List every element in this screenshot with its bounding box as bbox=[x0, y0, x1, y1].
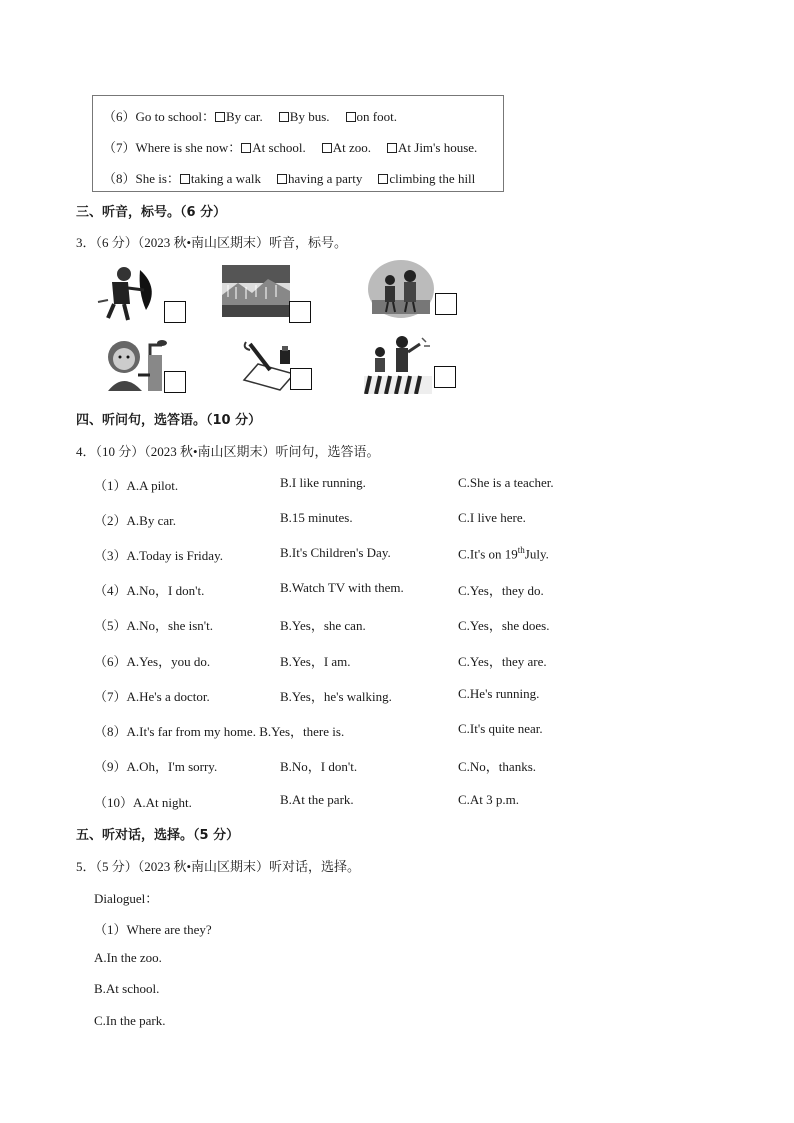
option-b[interactable]: B.I like running. bbox=[280, 475, 366, 490]
checkbox-option[interactable]: By car. bbox=[215, 109, 263, 124]
option-a[interactable]: A.By car. bbox=[126, 513, 176, 528]
option-b[interactable]: B.It's Children's Day. bbox=[280, 545, 391, 560]
dialogue-question-1: （1）Where are they? bbox=[94, 922, 212, 937]
option-row-6 bbox=[94, 651, 210, 670]
box-item-7 bbox=[103, 137, 477, 156]
answer-box-4[interactable] bbox=[164, 371, 186, 393]
option-c[interactable]: C.It's quite near. bbox=[458, 721, 543, 736]
checkbox-option[interactable]: taking a walk bbox=[180, 171, 261, 186]
answer-box-2[interactable] bbox=[289, 301, 311, 323]
option-row-4 bbox=[94, 580, 204, 599]
option-b[interactable]: B.Watch TV with them. bbox=[280, 580, 404, 595]
dialogue-option-c[interactable]: C.In the park. bbox=[94, 1013, 166, 1028]
checkbox-question-box bbox=[92, 95, 504, 192]
checkbox-option[interactable]: climbing the hill bbox=[378, 171, 475, 186]
answer-box-5[interactable] bbox=[290, 368, 312, 390]
option-a[interactable]: A.A pilot. bbox=[126, 478, 179, 493]
section-3-heading: 三、听音，标号。（6 分） bbox=[76, 205, 227, 220]
family-walk-picture bbox=[368, 260, 434, 318]
section-4-heading: 四、听问句，选答语。（10 分） bbox=[76, 413, 262, 428]
dialogue-label: Dialoguel： bbox=[94, 891, 159, 906]
row-number: （1） bbox=[94, 478, 127, 493]
option-row-9 bbox=[94, 756, 217, 775]
checkbox-icon[interactable] bbox=[180, 174, 190, 184]
checkbox-option[interactable]: having a party bbox=[277, 171, 362, 186]
dialogue-option-b[interactable]: B.At school. bbox=[94, 981, 160, 996]
washing-hands-picture bbox=[102, 335, 172, 395]
landscape-picture bbox=[222, 265, 290, 317]
option-c-text: C.It's on 19 bbox=[458, 546, 518, 562]
question-3-text: 3．（6 分）（2023 秋•南山区期末）听音，标号。 bbox=[76, 235, 348, 250]
answer-box-6[interactable] bbox=[434, 366, 456, 388]
option-b[interactable]: B.Yes，he's walking. bbox=[280, 689, 392, 704]
checkbox-icon[interactable] bbox=[387, 143, 397, 153]
option-c[interactable]: C.He's running. bbox=[458, 686, 540, 701]
checkbox-option[interactable]: on foot. bbox=[346, 109, 397, 124]
row-number: （3） bbox=[94, 548, 127, 563]
question-5-text: 5．（5 分）（2023 秋•南山区期末）听对话，选择。 bbox=[76, 859, 361, 874]
checkbox-option[interactable]: At school. bbox=[241, 140, 305, 155]
option-a[interactable]: A.Oh，I'm sorry. bbox=[126, 759, 218, 774]
option-row-10 bbox=[94, 792, 192, 811]
crosswalk-picture bbox=[364, 334, 432, 394]
row-number: （10） bbox=[94, 795, 134, 810]
option-c[interactable]: C.At 3 p.m. bbox=[458, 792, 520, 807]
checkbox-icon[interactable] bbox=[378, 174, 388, 184]
row-number: （2） bbox=[94, 513, 127, 528]
option-row-8 bbox=[94, 721, 344, 740]
checkbox-option[interactable]: At zoo. bbox=[322, 140, 371, 155]
ordinal-suffix: th bbox=[517, 545, 525, 555]
option-c[interactable]: C.She is a teacher. bbox=[458, 475, 554, 490]
checkbox-option[interactable]: By bus. bbox=[279, 109, 330, 124]
dialogue-option-a[interactable]: A.In the zoo. bbox=[94, 950, 162, 965]
box-question: （6）Go to school： bbox=[103, 109, 215, 124]
row-number: （7） bbox=[94, 689, 127, 704]
option-row-7 bbox=[94, 686, 210, 705]
option-a[interactable]: A.No，I don't. bbox=[126, 583, 205, 598]
option-b[interactable]: B.No，I don't. bbox=[280, 759, 358, 774]
box-item-6 bbox=[103, 106, 413, 125]
option-c[interactable]: C.Yes，she does. bbox=[458, 618, 550, 633]
option-row-1 bbox=[94, 475, 178, 494]
option-c[interactable] bbox=[458, 545, 549, 562]
option-row-5 bbox=[94, 615, 213, 634]
checkbox-icon[interactable] bbox=[322, 143, 332, 153]
option-c[interactable]: C.No，thanks. bbox=[458, 759, 537, 774]
option-b[interactable]: B.Yes，she can. bbox=[280, 618, 366, 633]
row-number: （5） bbox=[94, 618, 127, 633]
checkbox-icon[interactable] bbox=[279, 112, 289, 122]
checkbox-icon[interactable] bbox=[215, 112, 225, 122]
option-c[interactable]: C.Yes，they do. bbox=[458, 583, 544, 598]
option-b[interactable]: B.At the park. bbox=[280, 792, 354, 807]
row-number: （8） bbox=[94, 724, 127, 739]
option-c[interactable]: C.I live here. bbox=[458, 510, 526, 525]
checkbox-icon[interactable] bbox=[241, 143, 251, 153]
option-b[interactable]: B.15 minutes. bbox=[280, 510, 353, 525]
box-item-8 bbox=[103, 168, 475, 187]
checkbox-option[interactable]: At Jim's house. bbox=[387, 140, 477, 155]
option-row-3 bbox=[94, 545, 223, 564]
question-4-text: 4．（10 分）（2023 秋•南山区期末）听问句，选答语。 bbox=[76, 444, 380, 459]
option-a[interactable]: A.No，she isn't. bbox=[126, 618, 213, 633]
row-number: （9） bbox=[94, 759, 127, 774]
option-a[interactable]: A.At night. bbox=[133, 795, 192, 810]
option-c[interactable]: C.Yes，they are. bbox=[458, 654, 547, 669]
option-row-2 bbox=[94, 510, 176, 529]
umbrella-boy-picture bbox=[94, 262, 164, 324]
option-b[interactable]: B.Yes，there is. bbox=[259, 724, 345, 739]
row-number: （4） bbox=[94, 583, 127, 598]
box-question: （7）Where is she now： bbox=[103, 140, 242, 155]
option-a[interactable]: A.It's far from my home. bbox=[126, 724, 256, 739]
option-b[interactable]: B.Yes，I am. bbox=[280, 654, 351, 669]
writing-picture bbox=[240, 340, 296, 392]
answer-box-3[interactable] bbox=[435, 293, 457, 315]
option-a[interactable]: A.Today is Friday. bbox=[126, 548, 223, 563]
row-number: （6） bbox=[94, 654, 127, 669]
box-question: （8）She is： bbox=[103, 171, 180, 186]
checkbox-icon[interactable] bbox=[346, 112, 356, 122]
checkbox-icon[interactable] bbox=[277, 174, 287, 184]
option-c-text: July. bbox=[524, 546, 549, 562]
section-5-heading: 五、听对话，选择。（5 分） bbox=[76, 828, 240, 843]
answer-box-1[interactable] bbox=[164, 301, 186, 323]
option-a[interactable]: A.Yes，you do. bbox=[126, 654, 211, 669]
option-a[interactable]: A.He's a doctor. bbox=[126, 689, 210, 704]
